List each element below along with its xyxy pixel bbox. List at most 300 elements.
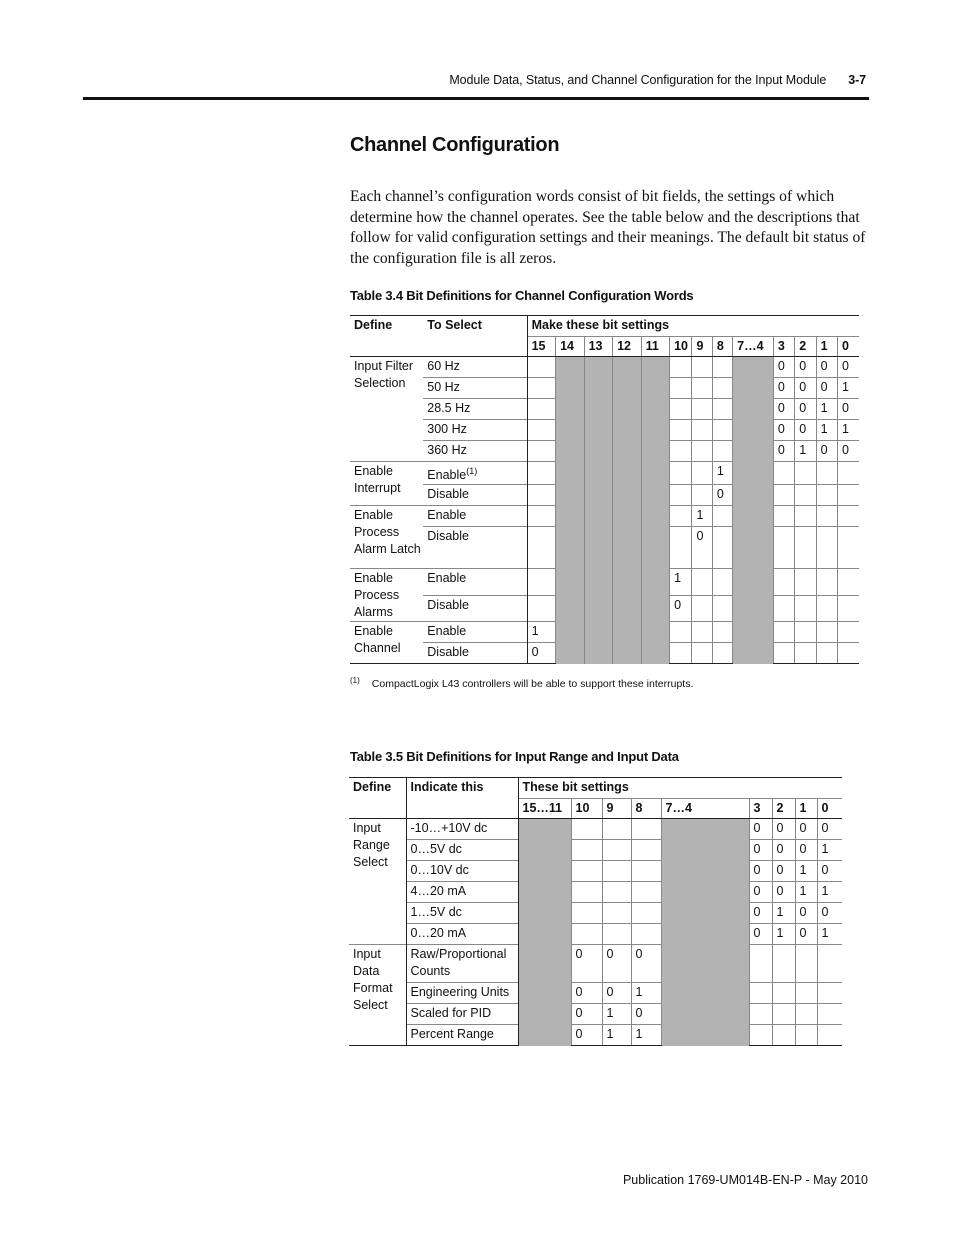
table1-bit-cell bbox=[556, 420, 585, 441]
table2-bit-cell: 0 bbox=[571, 983, 602, 1004]
table1-bit-cell bbox=[613, 569, 642, 596]
table1-bit-label: 15 bbox=[527, 337, 556, 357]
table1-bit-cell bbox=[733, 485, 774, 506]
table2-bit-cell bbox=[817, 983, 842, 1004]
table1-bit-cell bbox=[692, 485, 712, 506]
table2-bit-cell: 1 bbox=[795, 882, 817, 903]
table2-bit-cell: 0 bbox=[817, 861, 842, 882]
table1-bit-cell bbox=[795, 527, 816, 569]
table1-bit-cell bbox=[838, 506, 860, 527]
table1-bit-cell bbox=[613, 643, 642, 664]
table2-row bbox=[349, 861, 842, 882]
table2-bit-cell bbox=[571, 861, 602, 882]
table1-bit-cell bbox=[773, 569, 794, 596]
table1-bit-cell bbox=[613, 420, 642, 441]
table1-bit-cell bbox=[641, 595, 670, 622]
table1-bit-cell bbox=[733, 622, 774, 643]
publication-footer: Publication 1769-UM014B-EN-P - May 2010 bbox=[622, 1173, 868, 1187]
table1-bit-cell bbox=[641, 506, 670, 527]
table1-bit-cell: 0 bbox=[795, 357, 816, 378]
table2-bit-cell: 1 bbox=[772, 903, 795, 924]
table2-bit-cell: 1 bbox=[817, 924, 842, 945]
table2-bit-cell: 0 bbox=[772, 882, 795, 903]
table2-bit-cell: 0 bbox=[749, 819, 772, 840]
table2-indicate: 4…20 mA bbox=[406, 882, 518, 903]
table2-bit-cell: 0 bbox=[631, 945, 661, 983]
table1-bit-label: 14 bbox=[556, 337, 585, 357]
table1-select bbox=[423, 622, 527, 643]
table1-row bbox=[350, 643, 859, 664]
table1-bit-cell: 0 bbox=[838, 399, 860, 420]
table1-bit-cell bbox=[613, 399, 642, 420]
table1-bit-label: 9 bbox=[692, 337, 712, 357]
table2-bit-cell bbox=[631, 924, 661, 945]
table1-bit-cell bbox=[613, 462, 642, 485]
table2-indicate: 0…20 mA bbox=[406, 924, 518, 945]
table2-indicate: Percent Range bbox=[406, 1025, 518, 1046]
table1-select bbox=[423, 462, 527, 485]
section-title: Channel Configuration bbox=[350, 134, 560, 156]
table1-bit-cell bbox=[584, 462, 613, 485]
table2-bit-cell bbox=[817, 1025, 842, 1046]
table1-bit-cell: 0 bbox=[795, 378, 816, 399]
table1-bit-cell bbox=[584, 569, 613, 596]
table1-select bbox=[423, 420, 527, 441]
table1-bit-cell bbox=[527, 485, 556, 506]
table2-bit-cell bbox=[661, 983, 749, 1004]
table1-bit-cell: 0 bbox=[773, 420, 794, 441]
table2-bit-cell bbox=[749, 1004, 772, 1025]
table2-bit-label: 9 bbox=[602, 799, 631, 819]
table2-bit-cell: 0 bbox=[749, 903, 772, 924]
table1-bit-cell bbox=[712, 569, 732, 596]
table1-bit-cell bbox=[795, 643, 816, 664]
table2-bit-cell: 1 bbox=[817, 840, 842, 861]
table1-bit-cell bbox=[733, 378, 774, 399]
table2-bit-cell bbox=[571, 903, 602, 924]
table1-bit-cell: 1 bbox=[816, 420, 837, 441]
table1-bit-cell bbox=[527, 462, 556, 485]
table2-bit-label: 7…4 bbox=[661, 799, 749, 819]
table2-bit-cell: 0 bbox=[749, 861, 772, 882]
table2-bit-cell bbox=[795, 1025, 817, 1046]
table1-bit-cell bbox=[838, 569, 860, 596]
table1-bit-cell bbox=[613, 378, 642, 399]
table2-indicate: 1…5V dc bbox=[406, 903, 518, 924]
table1-bit-cell bbox=[670, 527, 692, 569]
table1-bit-cell bbox=[670, 506, 692, 527]
table1-bit-cell bbox=[816, 569, 837, 596]
table2-bit-cell: 0 bbox=[749, 840, 772, 861]
table1-select bbox=[423, 378, 527, 399]
table2-bit-cell bbox=[749, 945, 772, 983]
table2-indicate: Scaled for PID bbox=[406, 1004, 518, 1025]
table2-bit-cell bbox=[661, 861, 749, 882]
table2-bit-cell bbox=[518, 882, 571, 903]
table2-row bbox=[349, 945, 842, 983]
running-title: Module Data, Status, and Channel Configuration for the Input Module bbox=[449, 73, 827, 87]
table1-bit-cell bbox=[556, 506, 585, 527]
table2-bit-cell bbox=[795, 983, 817, 1004]
table1-bit-cell bbox=[613, 506, 642, 527]
table1-bit-cell bbox=[733, 441, 774, 462]
table1-bit-cell bbox=[670, 622, 692, 643]
table1-bit-cell bbox=[795, 462, 816, 485]
table1-bit-label: 13 bbox=[584, 337, 613, 357]
table2-bit-cell bbox=[518, 924, 571, 945]
table1-bit-cell bbox=[527, 506, 556, 527]
table1-bit-cell bbox=[816, 506, 837, 527]
table1-bit-cell bbox=[527, 441, 556, 462]
table1-bit-cell bbox=[670, 643, 692, 664]
table2-bit-cell: 0 bbox=[795, 924, 817, 945]
table1-bit-cell bbox=[712, 399, 732, 420]
table2-bit-cell: 0 bbox=[795, 819, 817, 840]
table1-bit-cell bbox=[584, 527, 613, 569]
table1-bit-cell bbox=[773, 485, 794, 506]
table1-bit-cell: 1 bbox=[670, 569, 692, 596]
table1-define: Enable Channel bbox=[350, 622, 423, 664]
table2-bit-cell bbox=[817, 1004, 842, 1025]
table2-bit-cell: 1 bbox=[631, 1025, 661, 1046]
table1-bit-cell bbox=[556, 527, 585, 569]
table1-bit-cell bbox=[556, 462, 585, 485]
table2-bit-cell: 1 bbox=[602, 1025, 631, 1046]
running-header bbox=[380, 73, 866, 87]
table1-bit-cell: 0 bbox=[670, 595, 692, 622]
table1-row bbox=[350, 527, 859, 569]
table2-bit-cell bbox=[661, 819, 749, 840]
table1-bit-cell: 0 bbox=[816, 441, 837, 462]
table1-bit-cell bbox=[556, 569, 585, 596]
table2-bit-cell bbox=[772, 983, 795, 1004]
table2-bit-cell: 0 bbox=[571, 1004, 602, 1025]
table1-bit-cell bbox=[712, 595, 732, 622]
table2-bit-cell bbox=[817, 945, 842, 983]
table2-bit-cell bbox=[602, 819, 631, 840]
table1-bit-cell: 0 bbox=[773, 441, 794, 462]
table1-bit-cell bbox=[838, 485, 860, 506]
table1-bit-cell bbox=[556, 595, 585, 622]
table1-bit-cell bbox=[641, 527, 670, 569]
table1-bit-cell bbox=[692, 441, 712, 462]
table2-bit-cell: 0 bbox=[602, 983, 631, 1004]
table1-bit-cell bbox=[712, 622, 732, 643]
table1-bit-cell bbox=[641, 399, 670, 420]
table1-bit-cell bbox=[613, 595, 642, 622]
table2-bit-cell bbox=[571, 882, 602, 903]
page-number: 3-7 bbox=[848, 73, 866, 87]
table1-bit-cell: 0 bbox=[712, 485, 732, 506]
table2-define: Input Data Format Select bbox=[349, 945, 406, 1046]
table2-bit-cell: 0 bbox=[772, 819, 795, 840]
channel-config-table bbox=[350, 315, 859, 664]
table2-bit-cell bbox=[661, 1025, 749, 1046]
table1-row bbox=[350, 357, 859, 378]
table2-col-define: Define bbox=[349, 778, 406, 819]
table1-bit-cell bbox=[692, 462, 712, 485]
table2-bit-cell bbox=[602, 924, 631, 945]
table1-bit-cell: 0 bbox=[795, 399, 816, 420]
table1-row bbox=[350, 420, 859, 441]
table1-bit-cell bbox=[773, 506, 794, 527]
table1-bit-cell bbox=[641, 357, 670, 378]
table1-bit-cell: 0 bbox=[527, 643, 556, 664]
table1-select-text: 60 Hz bbox=[427, 359, 460, 373]
table1-select-text: Enable bbox=[427, 624, 467, 639]
table2-bit-cell: 0 bbox=[571, 945, 602, 983]
table2-bit-cell: 1 bbox=[772, 924, 795, 945]
table1-bit-cell bbox=[795, 622, 816, 643]
table1-bit-cell bbox=[795, 485, 816, 506]
table1-bit-cell bbox=[733, 643, 774, 664]
table1-bit-cell: 0 bbox=[773, 378, 794, 399]
table2-bit-cell bbox=[602, 903, 631, 924]
table2-bit-cell bbox=[518, 945, 571, 983]
table2-bit-cell bbox=[631, 840, 661, 861]
table2-row bbox=[349, 1025, 842, 1046]
table1-bit-cell bbox=[556, 441, 585, 462]
table1-bit-cell bbox=[613, 357, 642, 378]
table2-bit-label: 3 bbox=[749, 799, 772, 819]
table1-row bbox=[350, 441, 859, 462]
table1-bit-label: 1 bbox=[816, 337, 837, 357]
table2-bit-cell: 0 bbox=[631, 1004, 661, 1025]
table1-select-text: 360 Hz bbox=[427, 443, 467, 457]
table2-bit-cell bbox=[661, 903, 749, 924]
table1-select-text: 28.5 Hz bbox=[427, 401, 471, 415]
table1-row bbox=[350, 622, 859, 643]
table1-bit-cell bbox=[584, 643, 613, 664]
table1-bit-cell bbox=[556, 399, 585, 420]
table1-bit-cell bbox=[692, 420, 712, 441]
table1-bit-cell bbox=[773, 643, 794, 664]
table2-bit-cell bbox=[518, 1004, 571, 1025]
table1-bit-cell bbox=[527, 378, 556, 399]
table2-bit-cell bbox=[518, 1025, 571, 1046]
table1-bit-cell bbox=[641, 462, 670, 485]
table2-bit-cell bbox=[661, 840, 749, 861]
table2-define: Input Range Select bbox=[353, 821, 390, 869]
table1-col-define: Define bbox=[350, 316, 423, 357]
table1-define: Enable Process Alarm Latch bbox=[350, 506, 423, 569]
intro-paragraph: Each channel’s configuration words consist of bit fields, the settings of which determine how the channel operates. See the table below and the descriptions that follow for valid configuration settings and their meanings. The default bit status of the configuration file is all zeros. bbox=[350, 188, 866, 268]
table2-bit-cell bbox=[602, 882, 631, 903]
table2-bit-label: 1 bbox=[795, 799, 817, 819]
table2-bit-cell bbox=[749, 983, 772, 1004]
footnote-text: CompactLogix L43 controllers will be able to support these interrupts. bbox=[371, 678, 694, 690]
table1-bit-cell bbox=[584, 420, 613, 441]
table1-bit-cell bbox=[670, 357, 692, 378]
table1-bit-cell bbox=[712, 506, 732, 527]
table1-bit-cell bbox=[712, 357, 732, 378]
table1-bit-cell bbox=[584, 595, 613, 622]
table1-bit-cell bbox=[527, 399, 556, 420]
table1-bit-cell bbox=[692, 643, 712, 664]
table2-bit-cell: 0 bbox=[817, 819, 842, 840]
table1-bit-label: 10 bbox=[670, 337, 692, 357]
table2-bit-cell: 0 bbox=[749, 924, 772, 945]
table2-bit-cell bbox=[661, 882, 749, 903]
table2-bit-cell: 0 bbox=[795, 903, 817, 924]
table2-bit-cell bbox=[749, 1025, 772, 1046]
table2-bit-label: 15…11 bbox=[518, 799, 571, 819]
table1-bit-cell bbox=[527, 527, 556, 569]
table1-bit-cell: 0 bbox=[816, 378, 837, 399]
table1-bit-cell bbox=[527, 595, 556, 622]
table1-bit-cell bbox=[712, 441, 732, 462]
table1-bit-cell: 1 bbox=[816, 399, 837, 420]
table1-select bbox=[423, 441, 527, 462]
table2-bit-cell bbox=[571, 924, 602, 945]
table1-bit-cell bbox=[613, 622, 642, 643]
table1-bit-cell bbox=[670, 441, 692, 462]
table1-row bbox=[350, 399, 859, 420]
table1-bit-cell bbox=[773, 527, 794, 569]
table1-bit-label: 12 bbox=[613, 337, 642, 357]
table1-bit-cell bbox=[712, 527, 732, 569]
table2-bit-cell: 0 bbox=[571, 1025, 602, 1046]
table2-bit-cell bbox=[518, 861, 571, 882]
table2-bit-cell bbox=[518, 903, 571, 924]
table2-row bbox=[349, 903, 842, 924]
table2-header-row bbox=[349, 778, 842, 799]
table1-bit-cell: 1 bbox=[838, 420, 860, 441]
table1-bit-cell bbox=[795, 595, 816, 622]
table1-bit-cell bbox=[527, 420, 556, 441]
table1-bit-cell bbox=[838, 527, 860, 569]
table1-row bbox=[350, 462, 859, 485]
table1-bit-cell bbox=[556, 378, 585, 399]
table1-col-select: To Select bbox=[423, 316, 527, 357]
header-rule bbox=[83, 97, 869, 100]
table1-bit-cell bbox=[641, 569, 670, 596]
table1-select-text: 300 Hz bbox=[427, 422, 467, 436]
table1-select-text: Enable bbox=[427, 508, 467, 523]
table1-bit-cell bbox=[584, 399, 613, 420]
table2-bit-cell: 1 bbox=[602, 1004, 631, 1025]
table1-bit-cell bbox=[556, 622, 585, 643]
table1-define: Input Filter Selection bbox=[354, 359, 414, 390]
table1-bit-cell bbox=[670, 420, 692, 441]
table1-bit-label: 7…4 bbox=[733, 337, 774, 357]
table1-select bbox=[423, 569, 527, 596]
table2-indicate: 0…5V dc bbox=[406, 840, 518, 861]
table2-indicate: 0…10V dc bbox=[406, 861, 518, 882]
table1-bit-cell bbox=[556, 643, 585, 664]
table1-bit-cell bbox=[692, 569, 712, 596]
table1-bit-cell bbox=[838, 622, 860, 643]
table1-select bbox=[423, 527, 527, 569]
table1-bit-cell bbox=[773, 462, 794, 485]
table1-bit-cell bbox=[733, 462, 774, 485]
table1-bit-cell bbox=[733, 420, 774, 441]
table1-select-text: Disable bbox=[427, 597, 469, 612]
table1-select-text: Disable bbox=[427, 487, 469, 502]
table2-bit-cell bbox=[631, 819, 661, 840]
table1-select bbox=[423, 485, 527, 506]
table1-bit-label: 0 bbox=[838, 337, 860, 357]
table2-indicate: Engineering Units bbox=[406, 983, 518, 1004]
table1-select bbox=[423, 399, 527, 420]
table1-row bbox=[350, 506, 859, 527]
table2-caption: Table 3.5 Bit Definitions for Input Range and Input Data bbox=[350, 749, 679, 764]
table1-define: Enable Interrupt bbox=[350, 462, 423, 506]
table1-bit-cell bbox=[712, 420, 732, 441]
table1-bit-cell bbox=[838, 462, 860, 485]
table1-bit-label: 3 bbox=[773, 337, 794, 357]
table1-bit-cell bbox=[795, 506, 816, 527]
table2-bit-cell bbox=[631, 882, 661, 903]
table1-row bbox=[350, 378, 859, 399]
table1-bit-cell bbox=[641, 378, 670, 399]
footnote bbox=[350, 678, 693, 690]
table2-bit-cell: 0 bbox=[749, 882, 772, 903]
table1-bit-cell bbox=[613, 485, 642, 506]
table2-bit-cell bbox=[795, 1004, 817, 1025]
table2-indicate: Raw/Proportional Counts bbox=[406, 945, 518, 983]
table1-bit-cell bbox=[816, 462, 837, 485]
table1-bit-label: 2 bbox=[795, 337, 816, 357]
table1-row bbox=[350, 485, 859, 506]
table2-bit-cell bbox=[631, 861, 661, 882]
table1-bit-cell bbox=[527, 357, 556, 378]
table2-bit-cell bbox=[772, 1025, 795, 1046]
table2-bit-cell: 0 bbox=[795, 840, 817, 861]
table1-bit-cell: 1 bbox=[712, 462, 732, 485]
table1-header-row bbox=[350, 316, 859, 337]
table2-bit-cell: 0 bbox=[602, 945, 631, 983]
table1-bit-cell bbox=[733, 357, 774, 378]
table1-bit-cell bbox=[584, 485, 613, 506]
table2-bit-cell bbox=[602, 861, 631, 882]
table1-bit-label: 11 bbox=[641, 337, 670, 357]
table1-select bbox=[423, 506, 527, 527]
table2-bit-cell bbox=[518, 840, 571, 861]
table1-bit-cell bbox=[692, 595, 712, 622]
table1-bit-cell bbox=[838, 643, 860, 664]
table2-bit-cell: 0 bbox=[817, 903, 842, 924]
table2-bit-cell bbox=[772, 945, 795, 983]
table1-row bbox=[350, 569, 859, 596]
table2-bit-cell bbox=[772, 1004, 795, 1025]
table1-bit-cell bbox=[733, 569, 774, 596]
table2-bit-label: 0 bbox=[817, 799, 842, 819]
table1-bit-cell bbox=[816, 622, 837, 643]
table1-bit-cell bbox=[641, 643, 670, 664]
table1-row bbox=[350, 595, 859, 622]
table1-caption: Table 3.4 Bit Definitions for Channel Configuration Words bbox=[350, 288, 694, 303]
table1-bit-cell: 0 bbox=[773, 357, 794, 378]
table1-bit-cell bbox=[733, 506, 774, 527]
table2-bit-label: 10 bbox=[571, 799, 602, 819]
table1-bit-cell bbox=[816, 643, 837, 664]
table2-col-indicate: Indicate this bbox=[406, 778, 518, 819]
table1-bit-cell: 0 bbox=[795, 420, 816, 441]
table2-bit-cell: 0 bbox=[772, 840, 795, 861]
table1-bit-cell bbox=[795, 569, 816, 596]
table1-bit-cell bbox=[816, 527, 837, 569]
table2-bit-cell bbox=[661, 924, 749, 945]
table2-row bbox=[349, 983, 842, 1004]
table1-bit-cell bbox=[838, 595, 860, 622]
table1-bit-cell bbox=[613, 527, 642, 569]
table2-bit-cell: 1 bbox=[795, 861, 817, 882]
table1-bit-cell bbox=[816, 485, 837, 506]
table2-row bbox=[349, 840, 842, 861]
table2-row bbox=[349, 1004, 842, 1025]
table1-bit-cell: 0 bbox=[816, 357, 837, 378]
